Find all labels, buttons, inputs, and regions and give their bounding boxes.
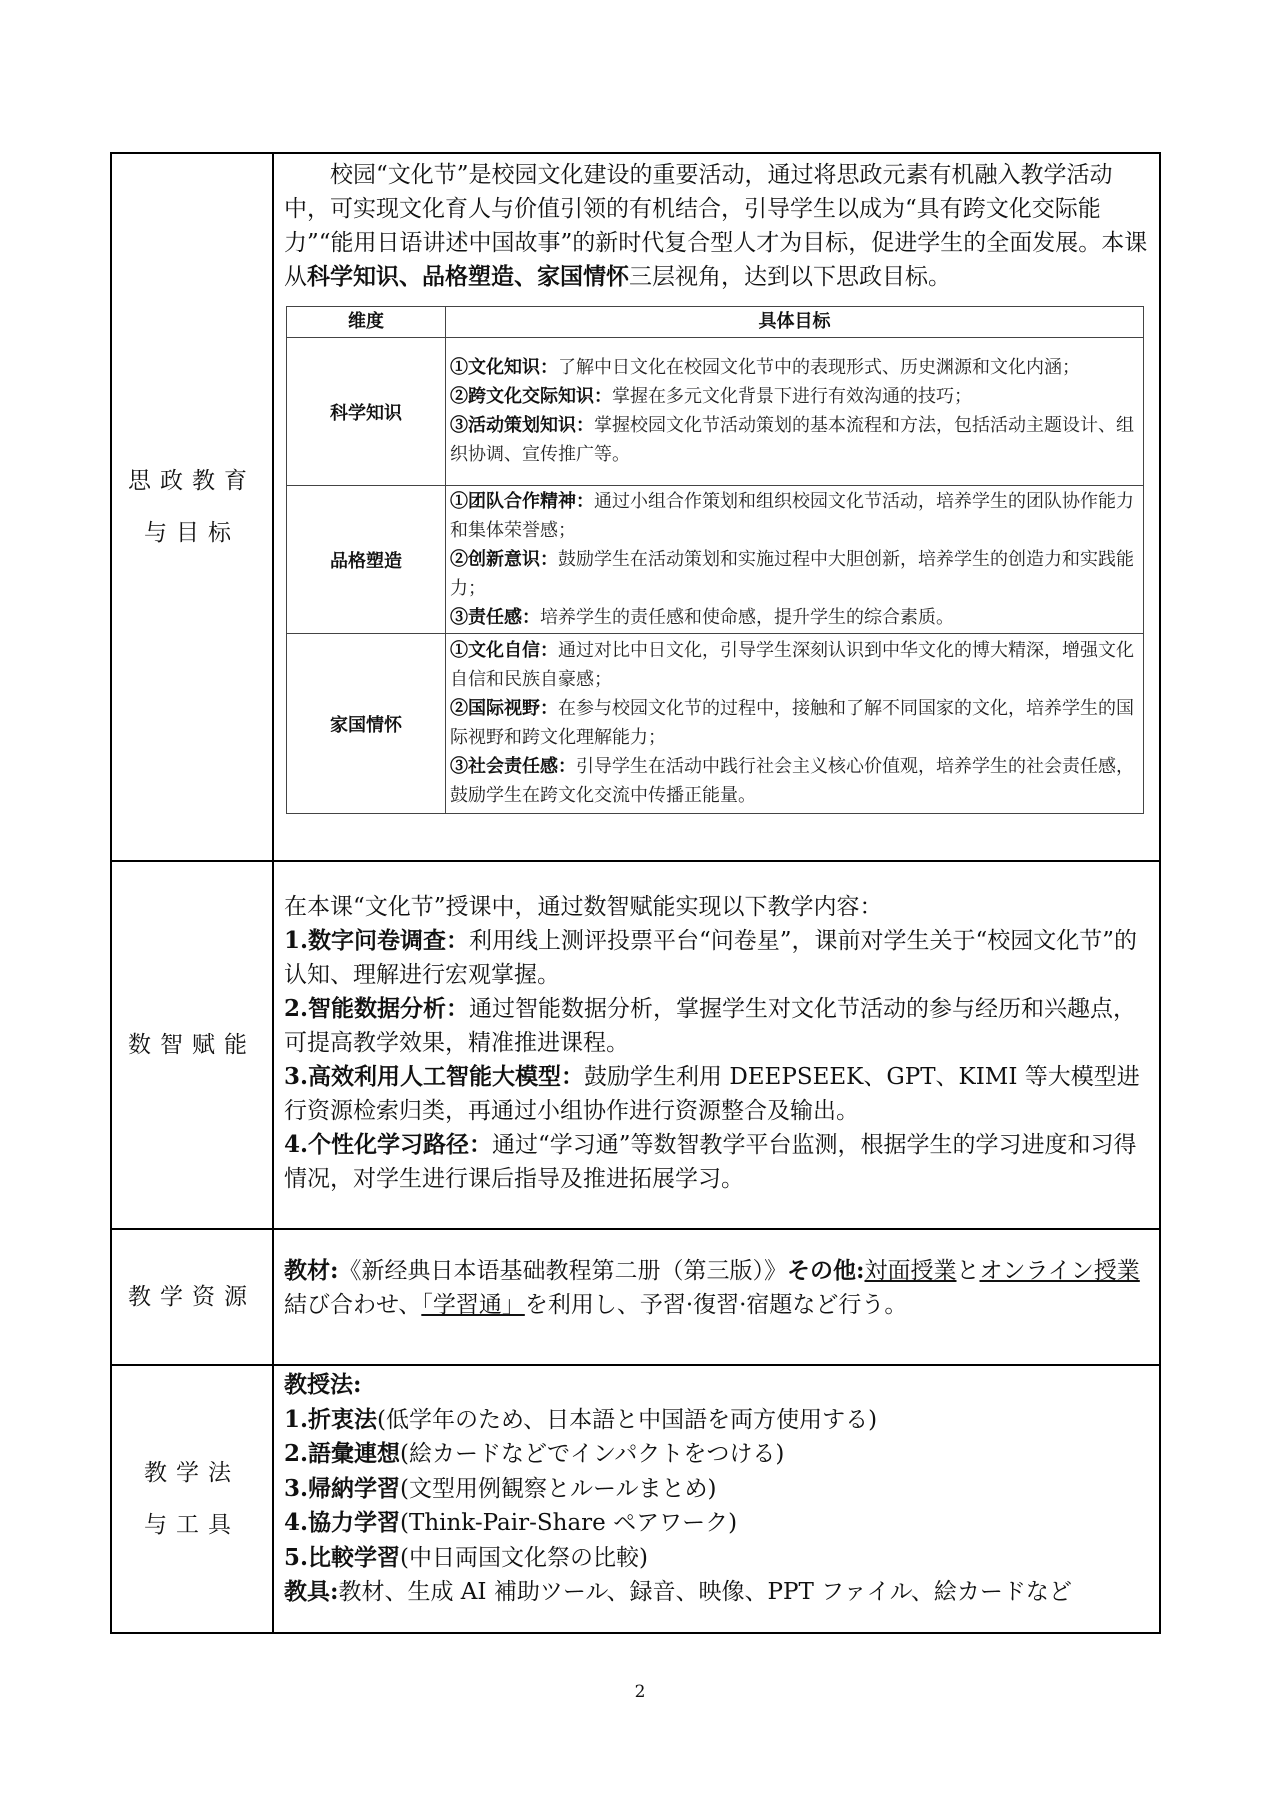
res-part-8: を利用し、予習·復習·宿題など行う。	[524, 1292, 908, 1318]
label-methods	[111, 1365, 273, 1633]
cell-digital-content	[273, 861, 1160, 1229]
intro-part-3: 三层视角，达到以下思政目标。	[629, 264, 951, 290]
method-item-text: (絵カードなどでインパクトをつける)	[400, 1441, 785, 1467]
tools-line	[284, 1575, 1149, 1610]
goal-text: 通过小组合作策划和组织校园文化节活动，培养学生的团队协作能力和集体荣誉感；	[450, 490, 1134, 541]
row-resources	[111, 1229, 1160, 1365]
digital-content	[274, 862, 1159, 1196]
header-dimension: 维度	[287, 307, 446, 338]
goal-key: ①文化自信：	[450, 640, 558, 661]
method-item-text: (文型用例観察とルールまとめ)	[400, 1475, 717, 1502]
res-part-0: 教材:	[284, 1257, 339, 1284]
method-item-text: (Think-Pair-Share ペアワーク)	[400, 1510, 738, 1536]
intro-part-2-bold: 科学知识、品格塑造、家国情怀	[307, 263, 629, 290]
row-methods	[111, 1365, 1160, 1633]
goal-key: ③活动策划知识：	[450, 415, 594, 436]
res-part-2: その他:	[787, 1257, 865, 1284]
goal-key: ③责任感：	[450, 606, 540, 628]
dimensions-wrap	[274, 294, 1159, 828]
digital-item-text: 通过智能数据分析，掌握学生对文化节活动的参与经历和兴趣点，可提高教学效果，精准推进课程。	[284, 996, 1137, 1056]
digital-item-key: 4.个性化学习路径：	[284, 1131, 493, 1158]
dimension-name: 品格塑造	[287, 486, 446, 634]
cell-sizheng-content	[273, 153, 1160, 861]
method-item	[284, 1437, 1149, 1472]
goal-text: 通过对比中日文化，引导学生深刻认识到中华文化的博大精深，增强文化自信和民族自豪感；	[450, 640, 1134, 690]
row-digital	[111, 861, 1160, 1229]
label-sizheng-line-2: 与目标	[144, 520, 240, 546]
res-part-1: 《新经典日本语基础教程第二册（第三版）》	[338, 1258, 787, 1284]
goal-item	[450, 694, 1137, 752]
label-sizheng	[111, 153, 273, 861]
intro-part-1: 校园“文化节”是校园文化建设的重要活动，通过将思政元素有机融入教学活动中，可实现文化育人与价值引领的有机结合，引导学生以成为“具有跨文化交际能力”“能用日语讲述中国故事”的新时代复合型人才为目标，促进学生的全面发展。本课从	[284, 162, 1148, 290]
digital-item-text: 鼓励学生利用 DEEPSEEK、GPT、KIMI 等大模型进行资源检索归类，再通过小组协作进行资源整合及输出。	[284, 1064, 1140, 1124]
label-digital-line: 数智赋能	[128, 1032, 256, 1058]
method-item-key: 2.語彙連想	[284, 1440, 401, 1467]
res-part-5: オンライン授業	[979, 1258, 1140, 1284]
digital-items	[284, 924, 1149, 1196]
goal-text: 鼓励学生在活动策划和实施过程中大胆创新，培养学生的创造力和实践能力；	[450, 548, 1134, 599]
digital-item	[284, 1060, 1149, 1128]
dimensions-table	[286, 306, 1144, 814]
digital-item	[284, 992, 1149, 1060]
method-item-text: (中日両国文化祭の比較)	[400, 1544, 648, 1571]
method-item	[284, 1403, 1149, 1438]
res-part-6: 結び合わせ、	[284, 1292, 422, 1318]
methods-heading: 教授法:	[284, 1371, 362, 1398]
dimension-goals	[446, 634, 1144, 814]
goal-text: 引导学生在活动中践行社会主义核心价值观，培养学生的社会责任感，鼓励学生在跨文化交流中传播正能量。	[450, 756, 1134, 806]
digital-item	[284, 1128, 1149, 1196]
label-sizheng-line-1: 思政教育	[128, 468, 256, 494]
label-resources-line: 教学资源	[128, 1284, 256, 1310]
goal-key: ②创新意识：	[450, 548, 558, 570]
methods-content	[274, 1366, 1159, 1610]
goal-text: 掌握校园文化节活动策划的基本流程和方法，包括活动主题设计、组织协调、宣传推广等。	[450, 415, 1134, 465]
dimension-row	[287, 338, 1144, 486]
method-item	[284, 1472, 1149, 1507]
method-item-key: 1.折衷法	[284, 1405, 378, 1433]
goal-item	[450, 636, 1137, 694]
goal-item	[450, 353, 1137, 382]
method-items	[284, 1403, 1149, 1576]
cell-methods-content	[273, 1365, 1160, 1633]
dimension-goals	[446, 338, 1144, 486]
dimension-row	[287, 486, 1144, 634]
goal-item	[450, 487, 1137, 545]
label-digital	[111, 861, 273, 1229]
res-part-7: 「学習通」	[421, 1292, 525, 1318]
digital-intro: 在本课“文化节”授课中，通过数智赋能实现以下教学内容：	[284, 894, 883, 920]
goal-key: ①团队合作精神：	[450, 490, 594, 512]
digital-item-key: 1.数字问卷调查：	[284, 927, 470, 954]
digital-item-key: 2.智能数据分析：	[284, 995, 470, 1022]
label-resources	[111, 1229, 273, 1365]
resources-content	[274, 1230, 1159, 1322]
goal-text: 掌握在多元文化背景下进行有效沟通的技巧；	[612, 386, 972, 407]
res-part-3: 対面授業	[864, 1258, 957, 1284]
digital-item-key: 3.高效利用人工智能大模型：	[284, 1063, 585, 1090]
lesson-plan-table	[110, 152, 1161, 1634]
goal-item	[450, 545, 1137, 603]
goal-key: ②国际视野：	[450, 698, 558, 719]
goal-item	[450, 752, 1137, 810]
dimensions-body	[287, 338, 1144, 814]
page-number: 2	[634, 1682, 646, 1702]
goal-key: ③社会责任感：	[450, 756, 576, 777]
label-methods-line-1: 教学法	[144, 1460, 240, 1486]
method-item-text: (低学年のため、日本語と中国語を両方使用する)	[377, 1406, 878, 1433]
method-item-key: 4.協力学習	[284, 1509, 401, 1536]
goal-key: ②跨文化交际知识：	[450, 386, 612, 407]
tools-value: 教材、生成 AI 補助ツール、録音、映像、PPT ファイル、絵カードなど	[338, 1579, 1072, 1605]
sizheng-intro	[274, 154, 1159, 294]
dimension-name: 家国情怀	[287, 634, 446, 814]
label-methods-line-2: 与工具	[144, 1512, 240, 1538]
dimension-row	[287, 634, 1144, 814]
method-item-key: 5.比較学習	[284, 1543, 401, 1571]
dimension-name: 科学知识	[287, 338, 446, 486]
cell-resources-content	[273, 1229, 1160, 1365]
method-item	[284, 1506, 1149, 1541]
goal-key: ①文化知识：	[450, 357, 558, 378]
goal-item	[450, 411, 1137, 469]
row-sizheng	[111, 153, 1160, 861]
header-goal: 具体目标	[446, 307, 1144, 338]
dimensions-header-row	[287, 307, 1144, 338]
digital-item-text: 通过“学习通”等数智教学平台监测，根据学生的学习进度和习得情况，对学生进行课后指导及推进拓展学习。	[284, 1132, 1137, 1192]
goal-text: 了解中日文化在校园文化节中的表现形式、历史渊源和文化内涵；	[558, 357, 1080, 378]
dimension-goals	[446, 486, 1144, 634]
goal-item	[450, 603, 1137, 632]
method-item	[284, 1541, 1149, 1576]
res-part-4: と	[956, 1258, 980, 1284]
tools-key: 教具:	[284, 1578, 339, 1605]
digital-item	[284, 924, 1149, 992]
goal-item	[450, 382, 1137, 411]
method-item-key: 3.帰納学習	[284, 1474, 401, 1502]
goal-text: 培养学生的责任感和使命感，提升学生的综合素质。	[540, 606, 954, 628]
digital-item-text: 利用线上测评投票平台“问卷星”，课前对学生关于“校园文化节”的认知、理解进行宏观掌握。	[284, 928, 1138, 988]
goal-text: 在参与校园文化节的过程中，接触和了解不同国家的文化，培养学生的国际视野和跨文化理解能力；	[450, 698, 1134, 748]
